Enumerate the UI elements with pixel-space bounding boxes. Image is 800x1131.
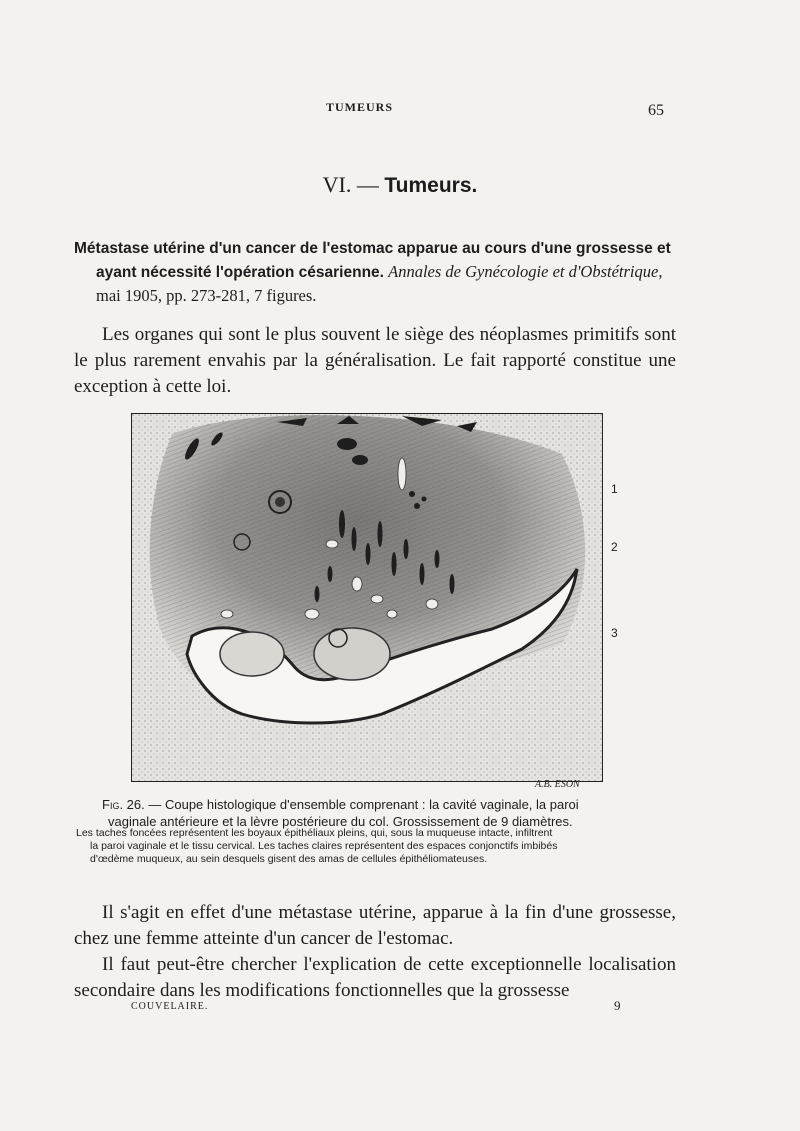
running-header	[0, 100, 800, 120]
section-number: VI. —	[322, 172, 379, 197]
reference-title-line2: ayant nécessité l'opération césarienne.	[96, 264, 384, 281]
running-title: TUMEURS	[326, 100, 394, 114]
paragraph-metastasis: Il s'agit en effet d'une métastase utérine, apparue à la fin d'une grossesse, chez une femme atteinte d'un cancer de l'estomac.	[74, 902, 676, 949]
paragraph-body	[74, 900, 676, 1004]
section-heading	[0, 172, 800, 198]
reference-title-line1: Métastase utérine d'un cancer de l'estomac apparue au cours d'une grossesse et	[74, 240, 671, 257]
footer-sheet-number: 9	[614, 998, 621, 1013]
paragraph-explanation: Il faut peut-être chercher l'explication de cette exceptionnelle localisation secondaire dans les modifications fonctionnelles que la grossesse	[74, 954, 676, 1001]
bibliographic-reference	[74, 236, 672, 307]
figure-number: Fig. 26.	[102, 797, 145, 812]
histology-illustration	[132, 414, 602, 781]
reference-details: mai 1905, pp. 273-281, 7 figures.	[96, 286, 317, 305]
figure-legend-note	[76, 827, 676, 866]
figure-label-3: 3	[611, 626, 618, 640]
histology-figure	[131, 413, 603, 782]
caption-note3: d'œdème muqueux, au sein desquels gisent des amas de cellules épithéliomateuses.	[90, 853, 488, 865]
caption-line2: vaginale antérieure et la lèvre postérieure du col. Grossissement de 9 diamètres.	[108, 814, 573, 829]
figure-label-1: 1	[611, 482, 618, 496]
caption-line1: — Coupe histologique d'ensemble comprenant : la cavité vaginale, la paroi	[144, 797, 579, 812]
footer-signature: COUVELAIRE.	[131, 1001, 209, 1012]
artist-signature: A.B. ESON	[535, 779, 580, 790]
caption-note1: Les taches foncées représentent les boyaux épithéliaux pleins, qui, sous la muqueuse intacte, infiltrent	[76, 827, 553, 839]
paragraph-intro: Les organes qui sont le plus souvent le siège des néoplasmes primitifs sont le plus rarement envahis par la généralisation. Le fait rapporté constitue une exception à cette loi.	[74, 324, 676, 397]
figure-label-2: 2	[611, 540, 618, 554]
section-title: Tumeurs.	[384, 174, 478, 197]
reference-journal: Annales de Gynécologie et d'Obstétrique,	[388, 262, 663, 281]
figure-caption	[102, 796, 662, 830]
page-number: 65	[648, 102, 664, 119]
caption-note2: la paroi vaginale et le tissu cervical. Les taches claires représentent des espaces conjonctifs imbibés	[90, 840, 558, 852]
